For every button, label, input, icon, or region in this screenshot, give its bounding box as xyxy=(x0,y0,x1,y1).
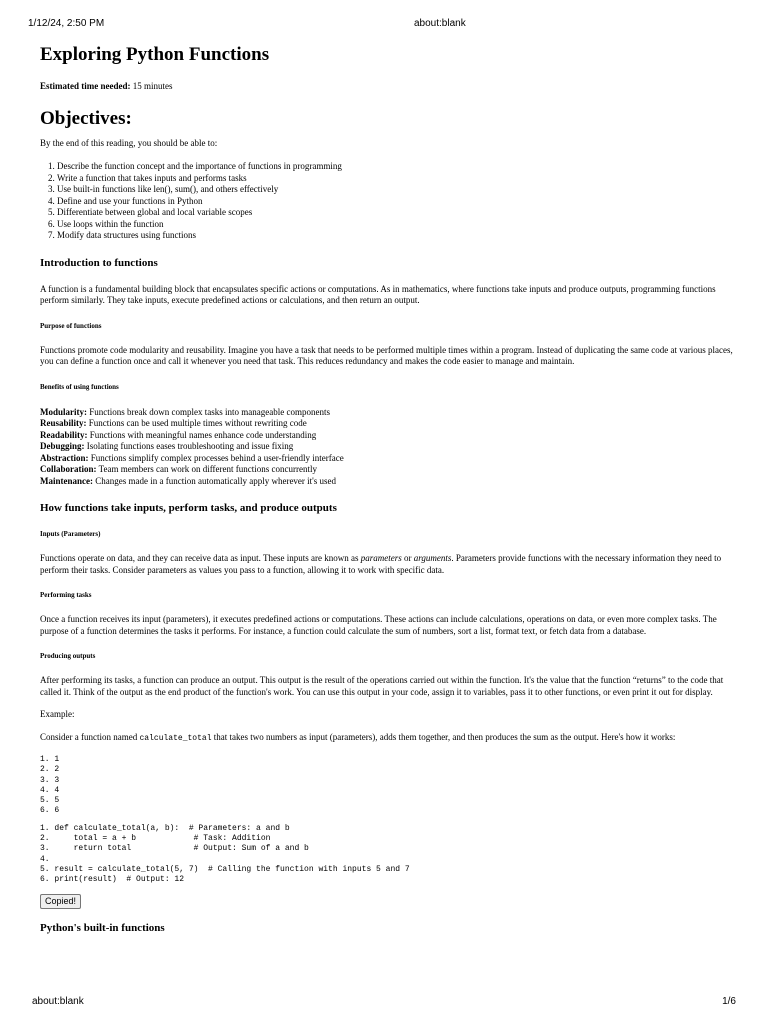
benefit-item xyxy=(40,430,740,442)
benefit-term: Reusability: xyxy=(40,418,87,428)
benefit-desc: Functions with meaningful names enhance code understanding xyxy=(87,429,317,440)
benefit-item xyxy=(40,418,740,430)
objective-item: 2. Write a function that takes inputs and performs tasks xyxy=(57,173,740,185)
benefit-desc: Isolating functions eases troubleshooting and issue fixing xyxy=(84,441,294,451)
benefit-item xyxy=(40,476,740,488)
purpose-heading: Purpose of functions xyxy=(40,321,102,330)
code-block[interactable]: 1. def calculate_total(a, b): # Parameters: a and b 2. total = a + b # Task: Addition 3. return total # Output: Sum of a and b 4. 5. result = calculate_total(5, 7) # Calling the function with inputs 5 and 7 6. print(result) # Output: 12 xyxy=(40,823,410,885)
line-numbers-block: 1. 1 2. 2 3. 3 4. 4 5. 5 6. 6 xyxy=(40,755,60,816)
builtin-heading: Python's built-in functions xyxy=(40,921,165,934)
document-content xyxy=(40,40,740,935)
estimated-time xyxy=(40,81,740,93)
page-title: Exploring Python Functions xyxy=(40,44,270,65)
objective-item: 3. Use built-in functions like len(), sum(), and others effectively xyxy=(57,184,740,196)
producing-paragraph: After performing its tasks, a function can produce an output. This output is the result of the operations carried out within the function. It's the value that the function “returns” to the code that called it. Think of the output as the end product of the function's work. You can use this output in your code, assign it to variables, pass it to other functions, or even print it out for display. xyxy=(40,675,724,697)
benefit-desc: Team members can work on different functions concurrently xyxy=(96,464,317,474)
example-paragraph xyxy=(40,732,740,745)
benefit-item xyxy=(40,407,740,419)
benefit-term: Modularity: xyxy=(40,406,87,417)
benefit-item xyxy=(40,441,740,453)
benefit-term: Abstraction: xyxy=(40,452,89,463)
objective-item: 4. Define and use your functions in Python xyxy=(57,196,740,208)
performing-heading: Performing tasks xyxy=(40,591,92,599)
objectives-list xyxy=(40,161,740,242)
performing-paragraph: Once a function receives its input (parameters), it executes predefined actions or computations. These actions can include calculations, operations on data, or even more complex tasks. The purpose of a function determines the tasks it performs. For instance, a function could calculate the sum of numbers, sort a list, format text, or fetch data from a database. xyxy=(40,614,717,636)
how-heading: How functions take inputs, perform tasks, and produce outputs xyxy=(40,502,337,514)
purpose-paragraph: Functions promote code modularity and reusability. Imagine you have a task that needs to be performed multiple times within a program. Instead of duplicating the same code at various places, you can define a function once and call it whenever you need that task. This reduces redundancy and makes the code easier to manage and maintain. xyxy=(40,344,733,366)
benefit-item xyxy=(40,464,740,476)
producing-heading: Producing outputs xyxy=(40,652,96,660)
inputs-text: or xyxy=(401,553,414,563)
example-text: that takes two numbers as input (parameters), adds them together, and then produces the sum as the output. Here's how it works: xyxy=(211,731,676,742)
estimated-time-value: 15 minutes xyxy=(130,81,173,91)
benefit-term: Readability: xyxy=(40,429,88,440)
intro-paragraph: A function is a fundamental building block that encapsulates specific actions or computations. As in mathematics, where functions take inputs and produce outputs, programming functions perform similarly. They take inputs, execute predefined actions or calculations, and then return an output. xyxy=(40,283,716,305)
arguments-term: arguments xyxy=(413,553,452,563)
objective-item: 1. Describe the function concept and the importance of functions in programming xyxy=(57,161,740,173)
parameters-term: parameters xyxy=(360,553,402,563)
benefit-desc: Functions simplify complex processes behind a user-friendly interface xyxy=(88,452,344,463)
benefit-term: Collaboration: xyxy=(40,464,97,474)
page-number: 1/6 xyxy=(722,996,736,1007)
inputs-paragraph xyxy=(40,553,740,576)
benefit-term: Maintenance: xyxy=(40,475,93,486)
print-header xyxy=(28,18,740,32)
objectives-heading: Objectives: xyxy=(40,107,132,129)
inline-code: calculate_total xyxy=(139,733,212,743)
print-url: about:blank xyxy=(414,18,466,29)
inputs-text: Functions operate on data, and they can receive data as input. These inputs are known as xyxy=(40,553,361,563)
benefit-item xyxy=(40,453,740,465)
benefit-desc: Changes made in a function automatically apply wherever it's used xyxy=(93,475,337,486)
inputs-text: . Parameters provide functions with the necessary information they need to perform their tasks. Consider parameters as values you pass to a function, allowing it to work with specific data. xyxy=(40,553,722,575)
inputs-heading: Inputs (Parameters) xyxy=(40,530,101,538)
benefits-list xyxy=(40,407,740,488)
objective-item: 5. Differentiate between global and local variable scopes xyxy=(57,207,740,219)
benefit-desc: Functions can be used multiple times without rewriting code xyxy=(86,418,307,428)
benefit-desc: Functions break down complex tasks into manageable components xyxy=(87,406,330,417)
example-label: Example: xyxy=(40,709,75,719)
copy-button[interactable]: Copied! xyxy=(40,894,81,909)
benefits-heading: Benefits of using functions xyxy=(40,382,119,391)
objectives-intro: By the end of this reading, you should be able to: xyxy=(40,137,218,148)
print-footer xyxy=(32,996,736,1010)
intro-heading: Introduction to functions xyxy=(40,256,158,269)
estimated-time-label: Estimated time needed: xyxy=(40,81,131,91)
example-text: Consider a function named xyxy=(40,731,140,742)
footer-url: about:blank xyxy=(32,996,84,1007)
objective-item: 7. Modify data structures using functions xyxy=(57,230,740,242)
objective-item: 6. Use loops within the function xyxy=(57,219,740,231)
print-datetime: 1/12/24, 2:50 PM xyxy=(28,18,105,29)
benefit-term: Debugging: xyxy=(40,441,85,451)
